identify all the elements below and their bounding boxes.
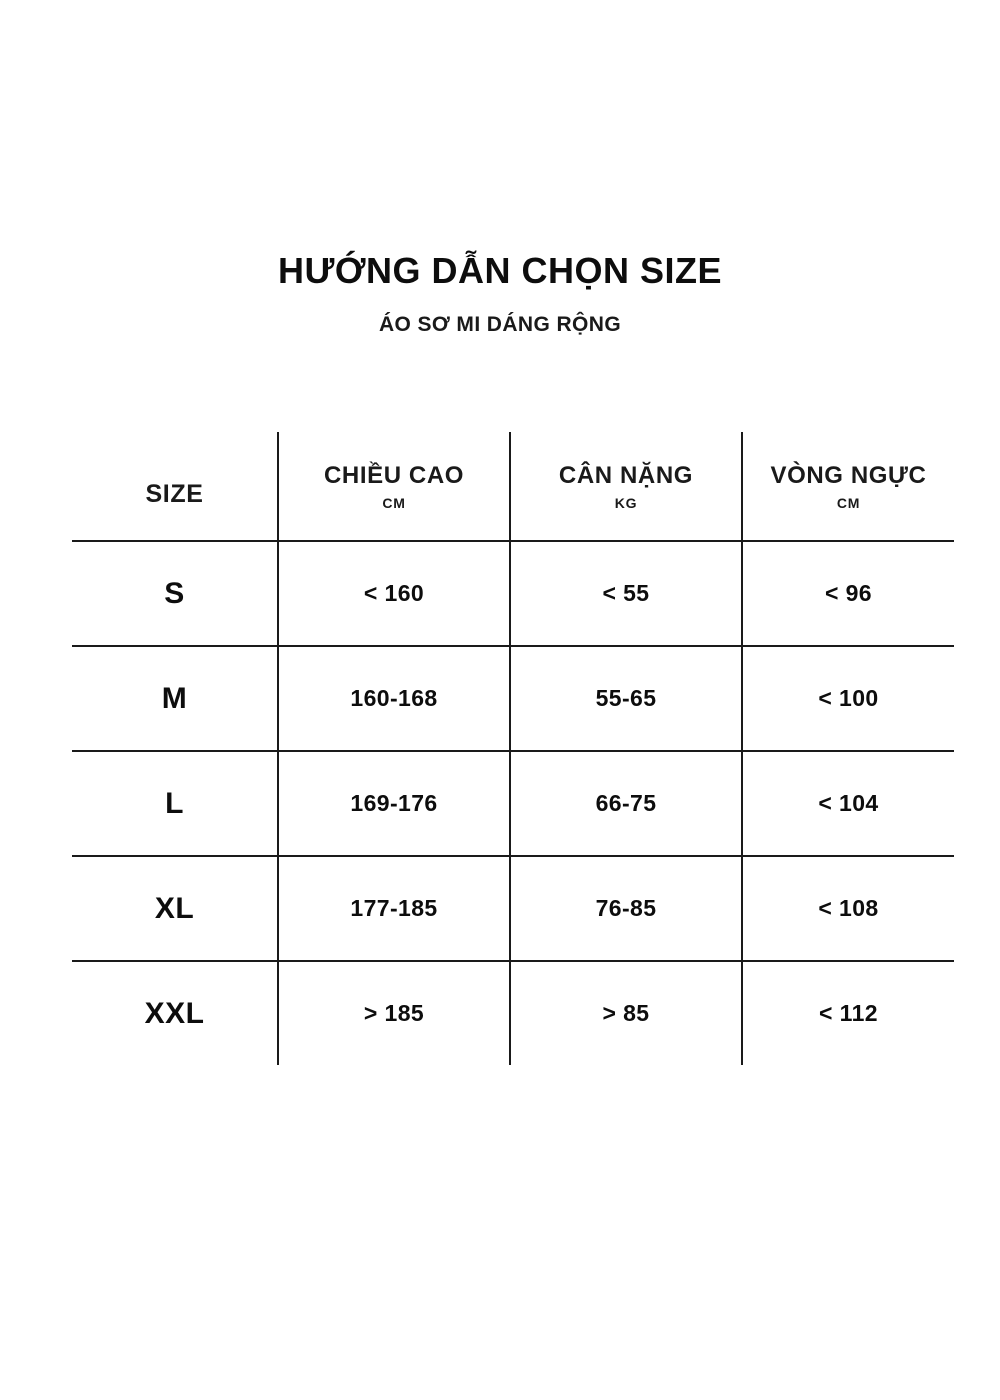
- column-header-height: CHIỀU CAO CM: [278, 432, 510, 541]
- table-row: [72, 751, 954, 856]
- cell-size: M: [72, 646, 278, 751]
- cell-weight: 76-85: [510, 856, 742, 961]
- document-header: [0, 250, 1000, 337]
- cell-chest: < 104: [742, 751, 954, 856]
- cell-chest: < 96: [742, 541, 954, 646]
- cell-chest: < 108: [742, 856, 954, 961]
- table-row: [72, 961, 954, 1065]
- cell-height: 160-168: [278, 646, 510, 751]
- table-header: [72, 432, 954, 541]
- cell-weight: 66-75: [510, 751, 742, 856]
- cell-chest: < 112: [819, 1000, 878, 1026]
- table-body: [72, 541, 954, 1065]
- cell-chest: < 100: [742, 646, 954, 751]
- cell-size: XL: [72, 856, 278, 961]
- cell-height: < 160: [278, 541, 510, 646]
- cell-height: > 185: [278, 961, 510, 1065]
- cell-size: L: [72, 751, 278, 856]
- cell-size: XXL: [72, 961, 278, 1065]
- cell-weight: 55-65: [510, 646, 742, 751]
- page-subtitle: ÁO SƠ MI DÁNG RỘNG: [378, 313, 622, 337]
- table-row: [72, 646, 954, 751]
- cell-height: 177-185: [278, 856, 510, 961]
- column-header-chest: VÒNG NGỰC CM: [742, 432, 954, 541]
- size-table-container: [72, 432, 954, 1065]
- cell-weight: < 55: [510, 541, 742, 646]
- cell-size: S: [72, 541, 278, 646]
- page-title: HƯỚNG DẪN CHỌN SIZE: [277, 250, 723, 291]
- table-row: [72, 541, 954, 646]
- column-header-weight: CÂN NẶNG KG: [510, 432, 742, 541]
- table-row: [72, 856, 954, 961]
- cell-height: 169-176: [278, 751, 510, 856]
- column-header-size: SIZE: [72, 432, 278, 541]
- cell-weight: > 85: [510, 961, 742, 1065]
- size-table: [72, 432, 954, 1065]
- table-header-row: [72, 432, 954, 541]
